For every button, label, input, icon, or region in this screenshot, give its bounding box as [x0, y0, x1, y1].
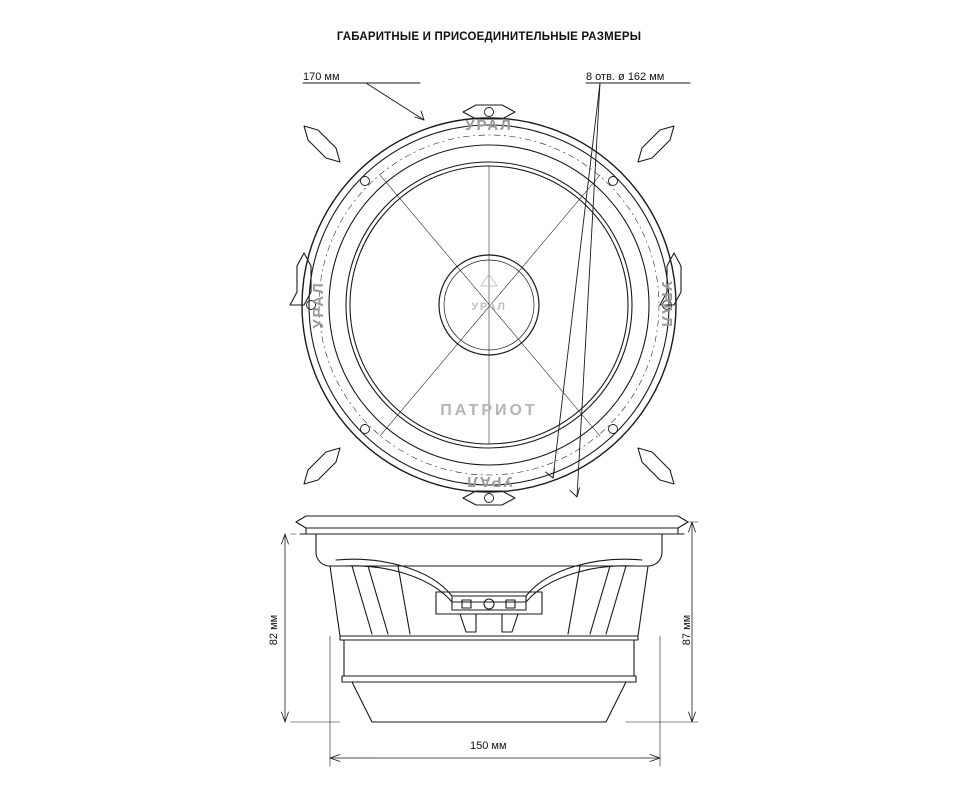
side-view-basket: [316, 534, 662, 636]
brand-mark-left: УРАЛ: [310, 281, 327, 329]
dimension-label-basket-width: 150 мм: [470, 740, 507, 752]
side-view-terminal: [436, 592, 542, 632]
dimension-label-mount-depth: 82 мм: [268, 614, 281, 646]
dimension-label-total-depth: 87 мм: [681, 614, 694, 646]
brand-mark-right: УРАЛ: [658, 281, 675, 329]
dimension-label-mounting-holes: 8 отв. ø 162 мм: [586, 71, 665, 83]
page-title: ГАБАРИТНЫЕ И ПРИСОЕДИНИТЕЛЬНЫЕ РАЗМЕРЫ: [336, 31, 642, 43]
brand-mark-top: УРАЛ: [465, 117, 513, 134]
brand-mark-bottom: УРАЛ: [465, 473, 513, 490]
dustcap-logo: УРАЛ: [471, 301, 507, 313]
model-mark-patriot: ПАТРИОТ: [440, 402, 538, 419]
dimension-82mm: [282, 534, 341, 722]
side-view-magnet: [340, 636, 638, 722]
leader-170mm: [303, 83, 424, 120]
dimension-label-outer-diameter: 170 мм: [303, 71, 340, 83]
side-view-flange: [296, 516, 688, 534]
